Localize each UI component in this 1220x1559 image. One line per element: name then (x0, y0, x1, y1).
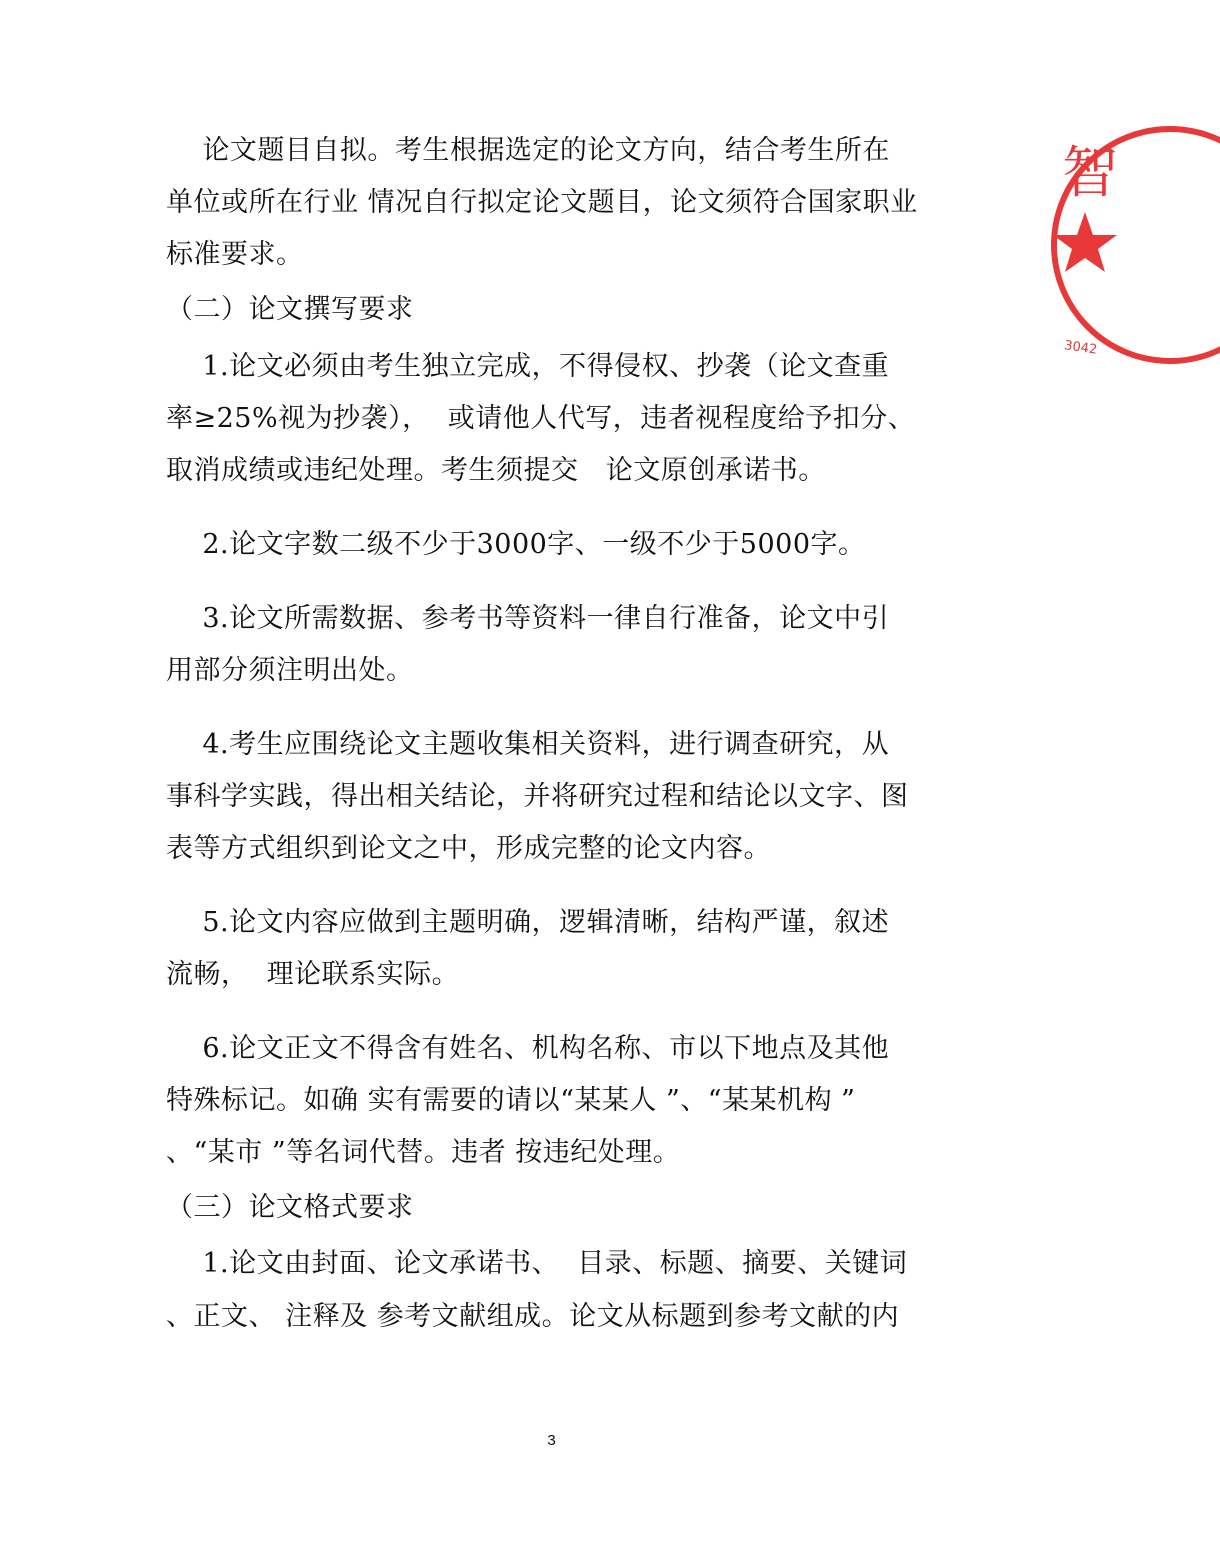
section-heading: （二）论文撰写要求 (166, 294, 414, 325)
section-heading: （三）论文格式要求 (166, 1192, 414, 1223)
seal-character: 智 (1062, 141, 1118, 206)
paragraph-line: 取消成绩或违纪处理。考生须提交 论文原创承诺书。 (166, 455, 826, 486)
paragraph-line: 用部分须注明出处。 (166, 655, 414, 686)
paragraph-line: 5.论文内容应做到主题明确，逻辑清晰，结构严谨，叙述 (166, 907, 890, 938)
seal-graphic (1040, 120, 1220, 370)
paragraph-line: 特殊标记。如确 实有需要的请以“某某人 ”、“某某机构 ” (166, 1085, 856, 1116)
paragraph-line: 单位或所在行业 情况自行拟定论文题目，论文须符合国家职业 (166, 187, 918, 218)
seal-number: 3042 (1063, 338, 1099, 358)
paragraph-line: 表等方式组织到论文之中，形成完整的论文内容。 (166, 833, 771, 864)
paragraph-line: 事科学实践，得出相关结论，并将研究过程和结论以文字、图 (166, 781, 909, 812)
star-icon (1053, 212, 1117, 272)
paragraph-line: 、正文、 注释及 参考文献组成。论文从标题到参考文献的内 (166, 1301, 900, 1332)
paragraph-line: 1.论文由封面、论文承诺书、 目录、标题、摘要、关键词 (166, 1248, 908, 1279)
paragraph-line: 3.论文所需数据、参考书等资料一律自行准备，论文中引 (166, 603, 890, 634)
paragraph-line: 、“某市 ”等名词代替。违者 按违纪处理。 (166, 1137, 681, 1168)
paragraph-line: 论文题目自拟。考生根据选定的论文方向，结合考生所在 (166, 135, 890, 166)
paragraph-line: 标准要求。 (166, 239, 304, 270)
paragraph-line: 流畅， 理论联系实际。 (166, 959, 460, 990)
paragraph-line: 2.论文字数二级不少于3000字、一级不少于5000字。 (166, 529, 866, 560)
paragraph-line: 1.论文必须由考生独立完成，不得侵权、抄袭（论文查重 (166, 351, 890, 382)
red-seal-stamp (1040, 120, 1220, 370)
page-number: 3 (547, 1432, 556, 1449)
paragraph-line: 4.考生应围绕论文主题收集相关资料，进行调查研究，从 (166, 729, 890, 760)
paragraph-line: 率≥25%视为抄袭）， 或请他人代写，违者视程度给予扣分、 (166, 403, 916, 434)
paragraph-line: 6.论文正文不得含有姓名、机构名称、市以下地点及其他 (166, 1033, 890, 1064)
